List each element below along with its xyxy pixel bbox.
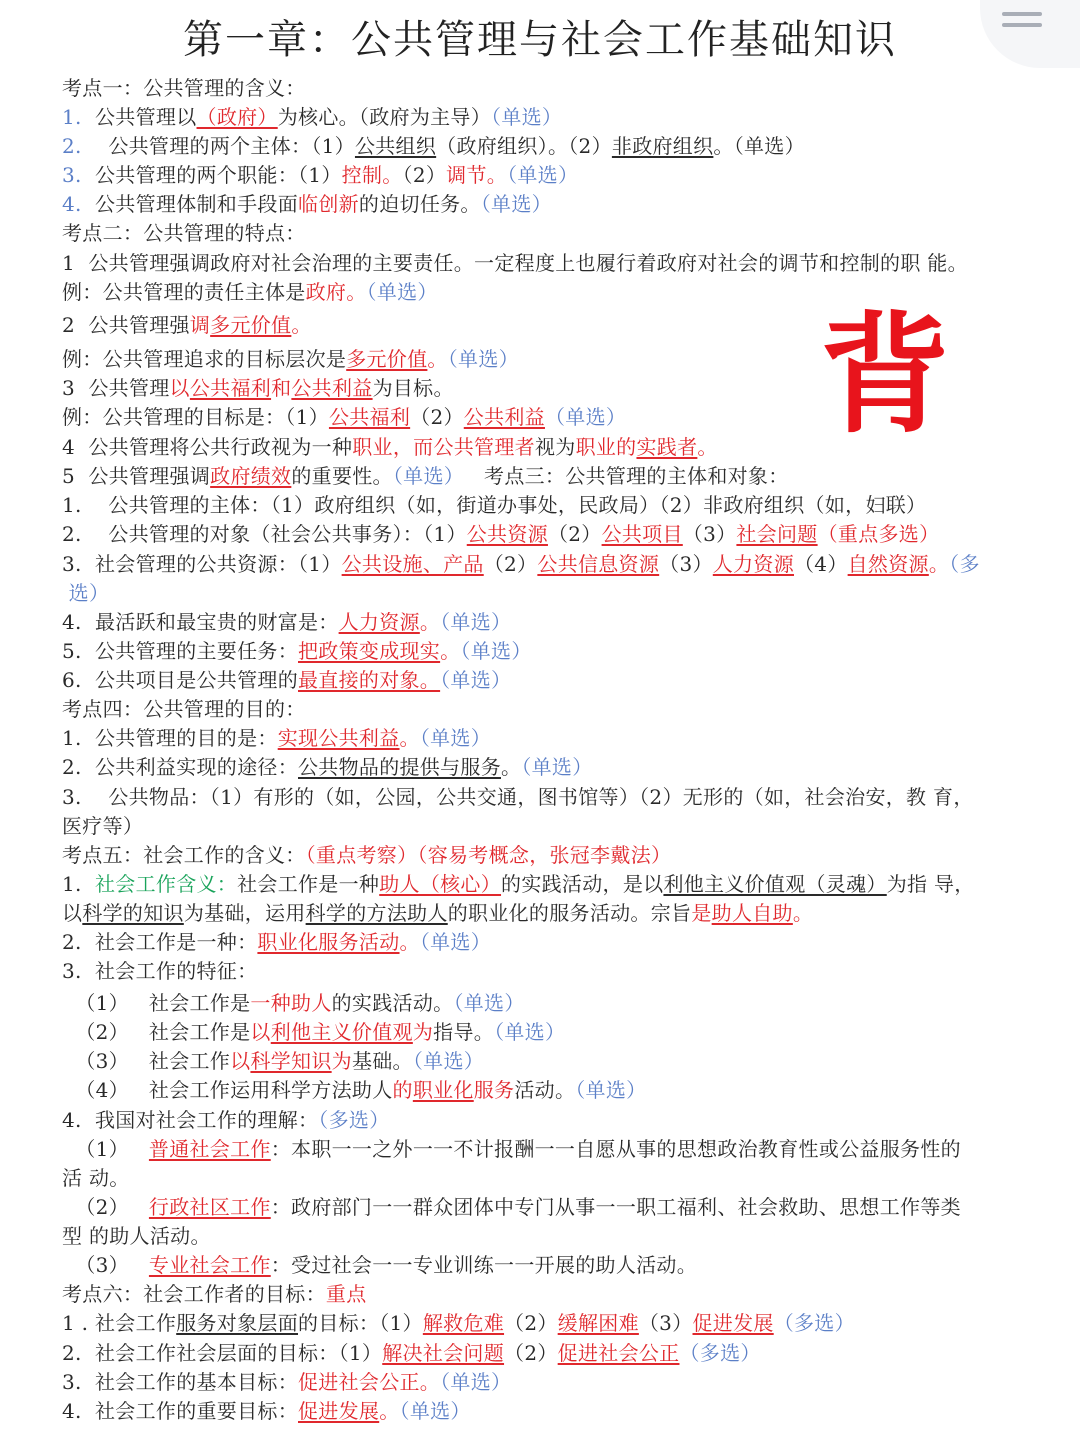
note-text: 政府。	[305, 280, 367, 304]
note-text: 3. 社会工作的特征：	[62, 959, 258, 983]
note-line	[62, 753, 1022, 781]
note-text: 活动。	[514, 1078, 576, 1102]
note-line	[62, 957, 1022, 985]
note-text: 2. 社会工作社会层面的目标：（1）	[62, 1341, 383, 1365]
note-text: 2 公共管理强	[62, 313, 190, 337]
note-text: 4. 我国对社会工作的理解：	[62, 1108, 319, 1132]
note-text: 普通社会工作	[148, 1137, 271, 1161]
note-text: （单选）	[575, 1078, 647, 1102]
note-line	[62, 989, 1022, 1017]
note-text: 促进发展	[298, 1399, 380, 1423]
note-text: 公共管理的两个职能：（1）	[81, 163, 342, 187]
note-text: 。	[427, 347, 448, 371]
note-text: 。	[440, 639, 461, 663]
note-text: 的重要性。	[291, 464, 393, 488]
note-text: 2. 公共管理的对象（社会公共事务）：（1）	[62, 522, 467, 546]
note-text: 解救危难	[422, 1311, 505, 1335]
note-text: 公共管理的两个主体：（1）	[81, 134, 355, 158]
note-text: 公共管理以	[81, 105, 197, 129]
note-line	[62, 1047, 1022, 1075]
note-text: （2）	[402, 163, 447, 187]
note-text: 把政策变成现实	[298, 639, 441, 663]
note-text: （多选）	[318, 1108, 390, 1132]
note-text: 服务对象层面	[176, 1311, 299, 1335]
note-text: （单选）	[447, 347, 519, 371]
note-text: 一种助人	[250, 991, 332, 1015]
note-text: （单选）	[366, 280, 438, 304]
note-text: 是	[691, 901, 712, 925]
note-text: 考点三：公共管理的主体和对象：	[464, 464, 789, 488]
note-text: 自然资源	[847, 552, 929, 576]
note-line	[62, 1106, 1022, 1134]
note-line	[62, 103, 1022, 131]
note-text: 3.	[62, 163, 82, 187]
note-line	[62, 608, 1022, 636]
note-text: （单选）	[419, 930, 492, 954]
note-text: 科学知识	[250, 1049, 332, 1073]
note-text: 公共资源	[466, 522, 548, 546]
note-text: 职业，而公共管理者	[352, 435, 535, 459]
note-text: 。	[291, 313, 312, 337]
note-line	[62, 1309, 1022, 1337]
note-text: 。	[399, 726, 420, 750]
note-text: 促进发展	[692, 1311, 774, 1335]
note-text: 公共利益	[291, 376, 373, 400]
note-text: 助人（核心）	[379, 872, 502, 896]
note-text: 控制。	[341, 163, 403, 187]
note-line	[62, 550, 1022, 578]
note-text: （4）	[794, 552, 848, 576]
note-line	[62, 666, 1022, 694]
note-text: （4） 社会工作运用科学方法助人	[62, 1078, 393, 1102]
note-text: 。	[399, 930, 420, 954]
note-text: （单选）	[419, 726, 492, 750]
note-line	[62, 579, 1022, 607]
note-text: 4.	[62, 192, 82, 216]
note-text: （多选）	[679, 1341, 761, 1365]
note-text: 公共利益	[463, 405, 545, 429]
note-text: 例：公共管理的目标是：（1）	[62, 405, 329, 429]
note-text: （3） 社会工作	[62, 1049, 231, 1073]
note-text: 职业化服务活动	[257, 930, 400, 954]
note-text: 人力资源	[338, 610, 420, 634]
memorize-stamp: 背	[819, 298, 950, 451]
note-text: 和	[271, 376, 292, 400]
note-text: 非政府组织	[611, 134, 714, 158]
note-text: （2）	[504, 1341, 558, 1365]
note-text: 1.	[62, 872, 95, 896]
note-text: 2. 公共利益实现的途径：	[62, 755, 298, 779]
note-text: 活 动。	[62, 1166, 130, 1190]
note-line	[62, 1339, 1022, 1367]
note-text: （1）	[62, 1137, 149, 1161]
note-text: 1 公共管理强调政府对社会治理的主要责任。一定程度上也履行着政府对社会的调节和控制的职 能。	[62, 251, 968, 275]
note-text: 的	[392, 1078, 413, 1102]
note-text: 专业社会工作	[148, 1253, 271, 1277]
note-text: 调节。	[446, 163, 508, 187]
note-line	[62, 132, 1022, 160]
note-text: （3）	[682, 522, 737, 546]
note-text: 3. 社会管理的公共资源：（1）	[62, 552, 342, 576]
note-text: （单选）	[399, 1399, 471, 1423]
note-text: （单选）	[460, 639, 532, 663]
note-text: 3 公共管理	[62, 376, 170, 400]
note-text: 政府绩效	[210, 464, 292, 488]
note-text: 以	[230, 1049, 251, 1073]
note-text: 的实践活动。	[331, 991, 454, 1015]
note-line	[62, 462, 1022, 490]
note-text: 的目标：（1）	[298, 1311, 423, 1335]
note-text: （2）	[410, 405, 464, 429]
note-text: 5 公共管理强调	[62, 464, 211, 488]
note-text: 社会工作含义：	[95, 872, 238, 896]
note-line	[62, 1368, 1022, 1396]
note-text: 的迫切任务。	[358, 192, 481, 216]
note-line	[62, 1018, 1022, 1046]
note-text: 为基础，运用	[183, 901, 306, 925]
note-line	[62, 1222, 1022, 1250]
note-text: 。	[501, 755, 522, 779]
note-line	[62, 783, 1022, 811]
note-text: 考点二：公共管理的特点：	[62, 221, 306, 245]
note-text: （单选）	[494, 1020, 566, 1044]
note-text: 4. 最活跃和最宝贵的财富是：	[62, 610, 339, 634]
note-text: （2）	[547, 522, 602, 546]
note-text: 公共项目	[601, 522, 683, 546]
note-text: 3. 社会工作的基本目标：	[62, 1370, 298, 1394]
note-text: 选）	[62, 581, 110, 605]
note-line	[62, 899, 1022, 927]
note-line	[62, 812, 1022, 840]
note-line	[62, 219, 1022, 247]
note-text: 多元价值	[210, 313, 292, 337]
note-line	[62, 1135, 1022, 1163]
note-text: 临创新	[298, 192, 359, 216]
note-text: 职业的	[575, 435, 637, 459]
note-text: 最直接的对象。	[298, 668, 441, 692]
note-text: 利他主义价值观	[270, 1020, 413, 1044]
note-text: 职业化	[412, 1078, 474, 1102]
note-line	[62, 190, 1022, 218]
note-text: （单选）	[440, 610, 512, 634]
note-text: 促进社会公正	[557, 1341, 680, 1365]
note-text: 为	[412, 1020, 434, 1044]
note-text: 以	[250, 1020, 271, 1044]
note-text: （政府组织）。（2）	[436, 134, 612, 158]
note-text: 2.	[62, 134, 82, 158]
note-text: 3. 公共物品：（1）有形的（如，公园，公共交通，图书馆等）（2）无形的（如，社会治安，教 育，	[62, 785, 974, 809]
note-text: 人力资源	[712, 552, 794, 576]
note-text: 。	[697, 435, 718, 459]
note-text: 的职业化的服务活动。宗旨	[447, 901, 692, 925]
note-text: 利他主义价值观（灵魂）	[663, 872, 887, 896]
note-text: 行政社区工作	[148, 1195, 271, 1219]
note-text: （2）	[483, 552, 538, 576]
note-text: ：本职一一之外一一不计报酬一一自愿从事的思想政治教育性或公益服务性的	[270, 1137, 961, 1161]
note-text: 社会问题	[736, 522, 818, 546]
note-text: 视为	[534, 435, 576, 459]
note-text: 1 . 社会工作	[62, 1311, 177, 1335]
note-line	[62, 695, 1022, 723]
note-text: 。	[792, 901, 814, 925]
note-text: （重点多选）	[817, 522, 940, 546]
note-text: 6. 公共项目是公共管理的	[62, 668, 298, 692]
note-text: （单选）	[507, 163, 579, 187]
note-text: 实践者	[636, 435, 698, 459]
note-text: 考点六：社会工作者的目标：	[62, 1282, 326, 1306]
note-text: （1） 社会工作是	[62, 991, 251, 1015]
note-text: （单选）	[480, 192, 552, 216]
note-text: 公共信息资源	[537, 552, 660, 576]
note-text: （多	[949, 552, 980, 576]
note-text: 科学的方法助人	[305, 901, 448, 925]
note-text: 科学的知识	[82, 901, 184, 925]
note-line	[62, 491, 1022, 519]
note-text: 促进社会公正。	[298, 1370, 441, 1394]
note-line	[62, 870, 1022, 898]
note-text: 公共福利	[189, 376, 272, 400]
note-text: 为指 导，	[886, 872, 975, 896]
note-text: 5. 公共管理的主要任务：	[62, 639, 298, 663]
note-text: （单选）	[440, 668, 512, 692]
note-line	[62, 1193, 1022, 1221]
note-text: 例：公共管理追求的目标层次是	[62, 347, 347, 371]
note-text: 基础。	[351, 1049, 413, 1073]
note-line	[62, 928, 1022, 956]
note-text: 公共福利	[328, 405, 411, 429]
note-text: 公共物品的提供与服务	[298, 755, 501, 779]
note-text: （重点考察）（容易考概念，张冠李戴法）	[305, 843, 672, 867]
note-text: 2. 社会工作是一种：	[62, 930, 258, 954]
note-text: 调	[189, 313, 211, 337]
note-line	[62, 161, 1022, 189]
note-line	[62, 1280, 1022, 1308]
note-text: 解决社会问题	[382, 1341, 505, 1365]
note-text: 重点	[325, 1282, 367, 1306]
note-text: 为	[331, 1049, 352, 1073]
note-text: （单选）	[544, 405, 627, 429]
note-line	[62, 637, 1022, 665]
note-text: 1. 公共管理的主体：（1）政府组织（如，街道办事处，民政局）（2）非政府组织（如，妇联）	[62, 493, 927, 517]
note-text: 公共管理体制和手段面	[81, 192, 299, 216]
note-text: （单选）	[521, 755, 593, 779]
note-text: （单选）	[440, 1370, 512, 1394]
note-text: 。（单选）	[713, 134, 805, 158]
note-text: 。	[419, 610, 441, 634]
note-text: （2）	[504, 1311, 558, 1335]
note-text: ：受过社会一一专业训练一一开展的助人活动。	[270, 1253, 698, 1277]
note-line	[62, 1397, 1022, 1425]
note-text: 例：公共管理的责任主体是	[62, 280, 306, 304]
note-text: 4 公共管理将公共行政视为一种	[62, 435, 353, 459]
note-text: 多元价值	[346, 347, 428, 371]
note-text: 考点一：公共管理的含义：	[62, 76, 306, 100]
note-text: （2） 社会工作是	[62, 1020, 251, 1044]
note-text: 服务	[473, 1078, 515, 1102]
note-text: 为目标。	[372, 376, 454, 400]
note-text: 。	[379, 1399, 400, 1423]
note-text: 为核心。（政府为主导）	[277, 105, 492, 129]
note-text: 公共设施、产品	[341, 552, 484, 576]
note-line	[62, 520, 1022, 548]
note-text: （单选）	[491, 105, 563, 129]
note-text: （政府）	[196, 105, 278, 129]
note-text: ：政府部门一一群众团体中专门从事一一职工福利、社会救助、思想工作等类	[270, 1195, 961, 1219]
note-text: 1.	[62, 105, 82, 129]
note-text: 考点五：社会工作的含义：	[62, 843, 306, 867]
note-text: 1. 公共管理的目的是：	[62, 726, 278, 750]
note-text: （2）	[62, 1195, 149, 1219]
note-line	[62, 1251, 1022, 1279]
note-text: 社会工作是一种	[237, 872, 380, 896]
note-text: 助人自助	[711, 901, 793, 925]
note-text: （单选）	[453, 991, 525, 1015]
note-text: 型 的助人活动。	[62, 1224, 211, 1248]
note-text: 实现公共利益	[277, 726, 400, 750]
note-text: 4. 社会工作的重要目标：	[62, 1399, 298, 1423]
note-text: （单选）	[392, 464, 465, 488]
note-text: 指导。	[433, 1020, 495, 1044]
note-line	[62, 249, 1022, 277]
note-line	[62, 1076, 1022, 1104]
page-title: 第一章：公共管理与社会工作基础知识	[183, 17, 897, 63]
note-text: 缓解困难	[557, 1311, 639, 1335]
note-line	[62, 841, 1022, 869]
note-line	[62, 724, 1022, 752]
note-text: 以	[169, 376, 190, 400]
note-line	[62, 1164, 1022, 1192]
note-text: （3）	[659, 552, 713, 576]
note-text: （单选）	[412, 1049, 485, 1073]
note-text: （多选）	[773, 1311, 855, 1335]
note-text: 以	[62, 901, 83, 925]
note-text: 考点四：公共管理的目的：	[62, 697, 306, 721]
note-text: 的实践活动，是以	[501, 872, 664, 896]
note-text: （3）	[62, 1253, 149, 1277]
note-text: 医疗等）	[62, 814, 144, 838]
note-line	[62, 74, 1022, 102]
note-text: 公共组织	[354, 134, 437, 158]
note-text: （3）	[638, 1311, 693, 1335]
note-text: 。	[928, 552, 950, 576]
